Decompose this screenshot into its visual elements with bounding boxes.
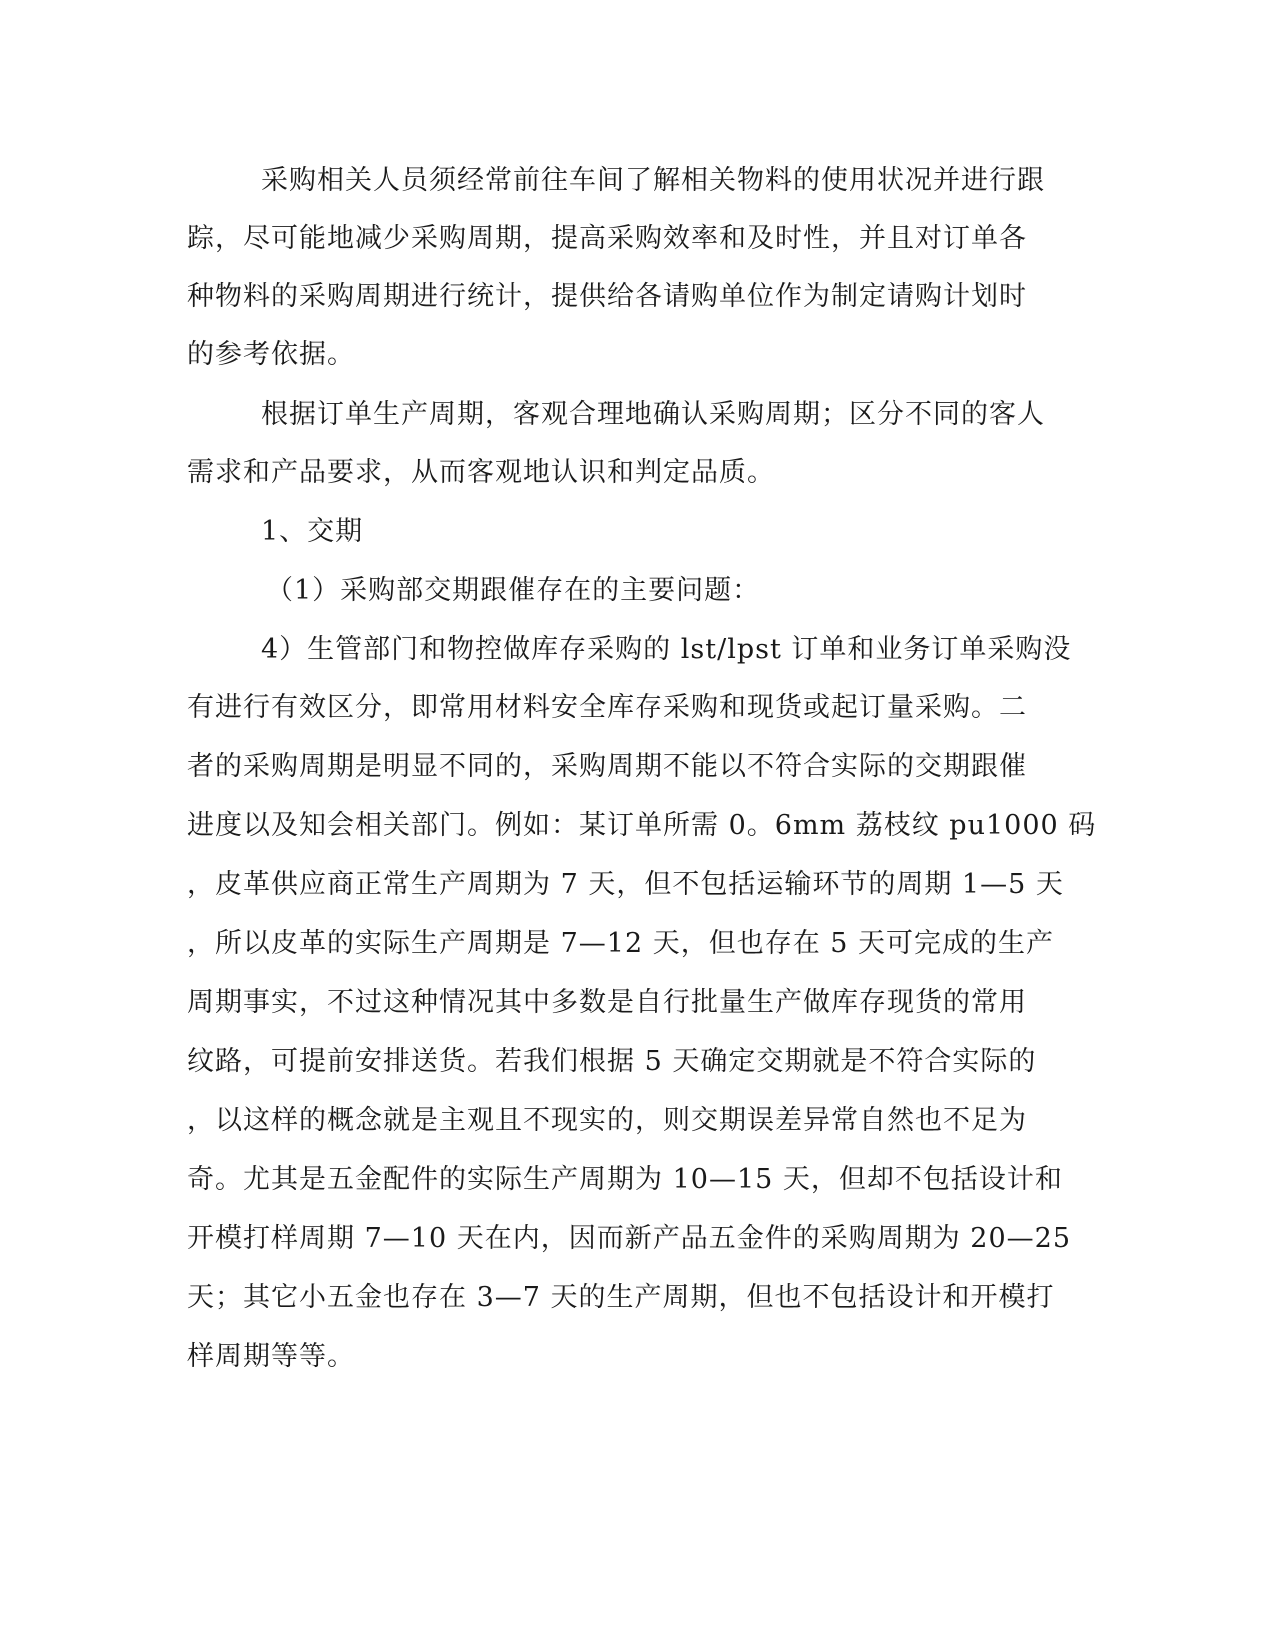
text-line: ，所以皮革的实际生产周期是 7—12 天，但也存在 5 天可完成的生产 [187, 928, 1055, 959]
subsection-heading: （1）采购部交期跟催存在的主要问题： [266, 575, 761, 606]
text-line: 进度以及知会相关部门。例如：某订单所需 0。6mm 荔枝纹 pu1000 码 [187, 810, 1097, 841]
text-line: 踪，尽可能地减少采购周期，提高采购效率和及时性，并且对订单各 [187, 223, 1027, 254]
text-line: 4）生管部门和物控做库存采购的 lst/lpst 订单和业务订单采购没 [261, 634, 1072, 665]
text-line: 天；其它小五金也存在 3—7 天的生产周期，但也不包括设计和开模打 [187, 1282, 1055, 1313]
text-line: 种物料的采购周期进行统计，提供给各请购单位作为制定请购计划时 [187, 281, 1027, 312]
text-line: 纹路，可提前安排送货。若我们根据 5 天确定交期就是不符合实际的 [187, 1046, 1037, 1077]
text-line: 需求和产品要求，从而客观地认识和判定品质。 [187, 457, 775, 488]
text-line: 奇。尤其是五金配件的实际生产周期为 10—15 天，但却不包括设计和 [187, 1164, 1063, 1195]
text-line: 者的采购周期是明显不同的，采购周期不能以不符合实际的交期跟催 [187, 751, 1027, 782]
text-line: ，皮革供应商正常生产周期为 7 天，但不包括运输环节的周期 1—5 天 [187, 869, 1064, 900]
text-line: 样周期等等。 [187, 1341, 355, 1372]
text-line: 的参考依据。 [187, 339, 355, 370]
text-line: ，以这样的概念就是主观且不现实的，则交期误差异常自然也不足为 [187, 1105, 1027, 1136]
text-line: 采购相关人员须经常前往车间了解相关物料的使用状况并进行跟 [261, 165, 1045, 196]
text-line: 周期事实，不过这种情况其中多数是自行批量生产做库存现货的常用 [187, 987, 1027, 1018]
text-line: 开模打样周期 7—10 天在内，因而新产品五金件的采购周期为 20—25 [187, 1223, 1071, 1254]
section-heading: 1、交期 [261, 516, 364, 547]
text-line: 根据订单生产周期，客观合理地确认采购周期；区分不同的客人 [261, 399, 1045, 430]
text-line: 有进行有效区分，即常用材料安全库存采购和现货或起订量采购。二 [187, 692, 1027, 723]
